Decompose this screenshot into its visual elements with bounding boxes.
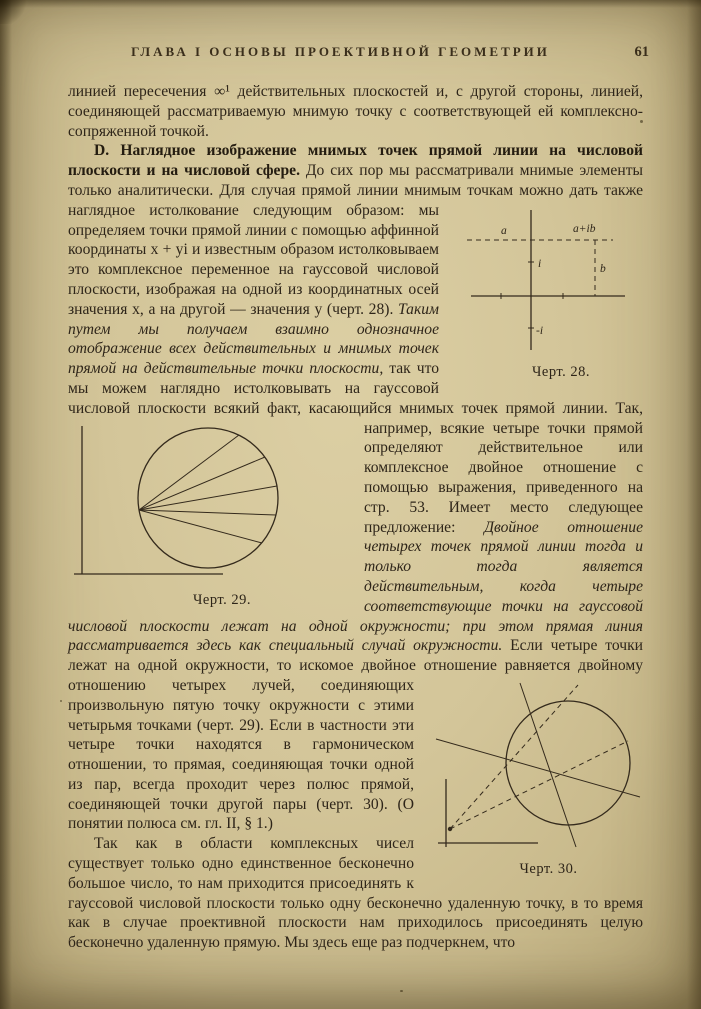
- paragraph-2: [68, 141, 643, 877]
- chapter-title: ГЛАВА I ОСНОВЫ ПРОЕКТИВНОЙ ГЕОМЕТРИИ: [131, 44, 550, 59]
- fig30-graphic: [428, 679, 643, 851]
- body-text: истолкование следующим образом: мы определяем точки прямой линии с помощью аффинной координаты x + yi и известным образом истолковываем это комплексное переменное на гауссовой числовой плоскости, изображая на одной из координатных осей значения x, а на другой — значения y (черт. 28).: [68, 201, 439, 318]
- page-edge-shadow-left: [0, 0, 12, 1009]
- scan-speck: [400, 990, 403, 992]
- body-text: линией пересечения ∞¹ действительных плоскостей и, с другой стороны, линией, соединяющей рассматриваемую мнимую точку с соответствующей ей комплексно-сопряженной точкой.: [68, 83, 643, 140]
- body-text: Так как в области комплексных чисел существует только одно единственное бесконечно большое число, то нам приходится присоединять к гауссовой числовой плоскости только одну бесконечно удаленную точку, в то время как в случае проективной плоскости нам приходилось присоединять целую бесконечно удаленную прямую. Мы здесь еще раз подчеркнем, что: [68, 835, 643, 952]
- body-text: Так, например, всякие четыре точки прямой определяют действительное или комплексное двойное отношение с помощью выражения, приведенного на стр. 53. Имеет место следующее предложение:: [364, 399, 643, 536]
- fig28-graphic: [453, 204, 643, 354]
- body-text: так что мы можем наглядно истолковывать на гауссовой числовой плоскости всякий факт, касающийся мнимых точек прямой линии.: [68, 360, 608, 417]
- scan-blotch: [0, 0, 30, 24]
- figure-30: [428, 679, 643, 880]
- figure-29: [68, 422, 350, 611]
- figure-29-caption: Черт. 29.: [192, 591, 252, 608]
- body-text: четырех лучей, соединяющих произвольную пятую точку окружности с этими четырьмя точками (черт. 29). Если в частности эти четыре точки находятся в гармоническом отношении, то прямая, соединяющая точки одной из пар, всегда проходит через полюс прямой, соединяющей точки другой пары (черт. 30). (О понятии полюса см. гл. II, § 1.): [68, 676, 414, 833]
- section-heading: D. Наглядное изображение мнимых точек прямой линии на числовой плоскости и на числовой сфере.: [68, 142, 643, 180]
- figure-28-caption: Черт. 28.: [531, 363, 591, 380]
- page-edge-shadow-right: [687, 0, 701, 1009]
- fig28-label-i: i: [538, 257, 542, 270]
- page-edge-shadow-top: [0, 0, 701, 8]
- paragraph-1: [68, 82, 643, 141]
- italic-passage: Таким путем мы получаем взаимно однозначное отображение всех действительных и мнимых точек прямой на действительные точки плоскости,: [68, 300, 439, 378]
- fig28-label-a: a: [501, 224, 507, 237]
- figure-28: [453, 204, 643, 383]
- fig28-label-minus-i: -i: [536, 324, 544, 337]
- body-text: Если четыре точки лежат на одной окружности, то искомое двойное отношение равняется двойному отношению: [68, 637, 643, 694]
- page-number: 61: [634, 44, 649, 60]
- fig29-graphic: [68, 422, 350, 582]
- fig28-label-b: b: [600, 262, 606, 275]
- scan-speck: [60, 700, 62, 702]
- figure-30-caption: Черт. 30.: [519, 860, 578, 877]
- page-body: [68, 82, 643, 953]
- fig28-label-a-plus-ib: a+ib: [573, 222, 596, 235]
- body-text: До сих пор мы рассматривали мнимые элементы только аналитически. Для случая прямой линии мнимым точкам можно дать также наглядное: [68, 162, 643, 219]
- page-header: [68, 44, 649, 64]
- italic-passage: Двойное отношение четырех точек прямой линии тогда и только тогда является действительным, когда четыре соответствующие точки на гауссовой числовой плоскости лежат на одной окружности; при этом прямая линия рассматривается здесь как специальный случай окружности.: [68, 518, 643, 655]
